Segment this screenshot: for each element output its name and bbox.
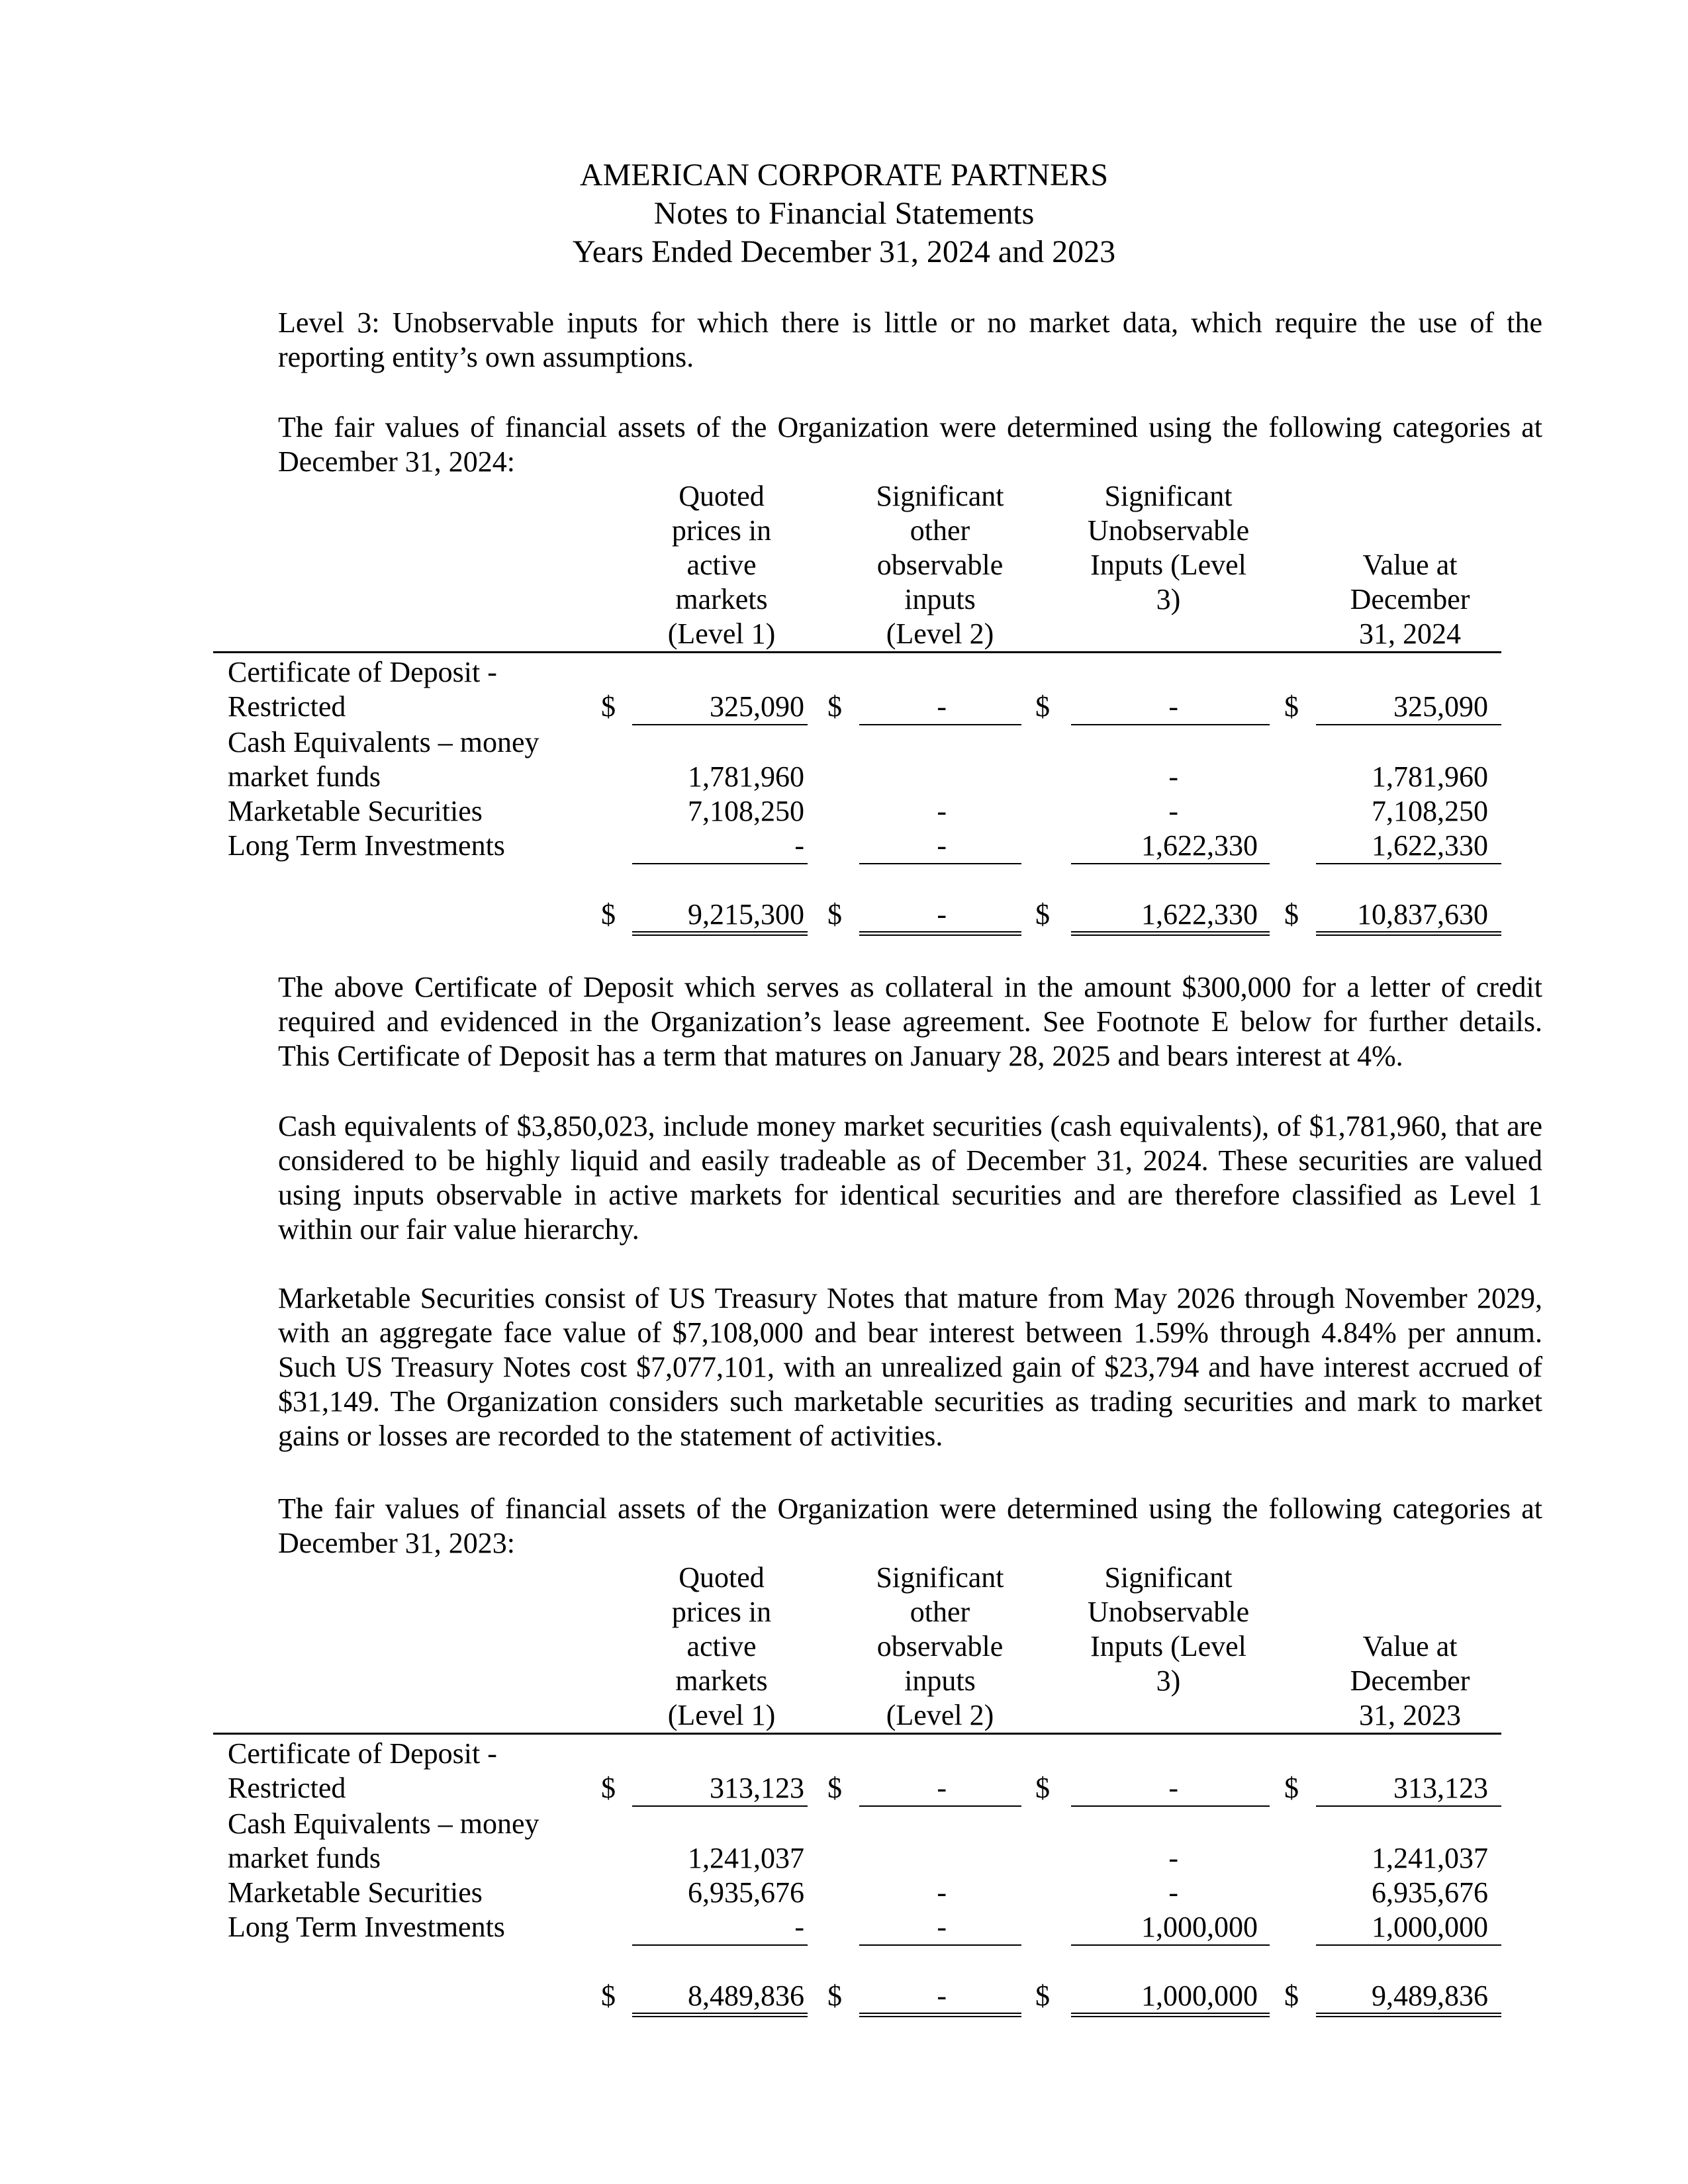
total-level1: 8,489,836 [688, 1979, 804, 2012]
reporting-period: Years Ended December 31, 2024 and 2023 [572, 234, 1116, 269]
row-label: Restricted [228, 690, 346, 723]
header-level3: Significant Unobservable Inputs (Level 3) [1087, 480, 1250, 615]
cell-level3: - [1168, 1876, 1178, 1909]
underline [1071, 1944, 1270, 1946]
underline [632, 724, 808, 725]
currency-symbol: $ [827, 690, 842, 723]
currency-symbol: $ [601, 898, 616, 931]
page-header [0, 156, 1688, 271]
total-level2: - [937, 898, 947, 931]
total-level3: 1,622,330 [1141, 898, 1258, 931]
currency-symbol: $ [1035, 1979, 1050, 2012]
underline [1316, 1944, 1501, 1946]
row-label: Marketable Securities [228, 795, 483, 827]
cell-level1: 313,123 [710, 1772, 804, 1804]
cell-level3: - [1168, 690, 1178, 723]
header-value: Value at December 31, 2024 [1350, 549, 1470, 650]
currency-symbol: $ [1284, 690, 1299, 723]
row-label: Long Term Investments [228, 829, 505, 862]
header-level1: Quoted prices in active markets (Level 1) [667, 1561, 776, 1731]
cell-level2: - [937, 1911, 947, 1943]
level3-definition: Level 3: Unobservable inputs for which there is little or no market data, which require the use of the reporting entity’s own assumptions. [278, 306, 1542, 373]
double-underline [632, 931, 808, 936]
total-level2: - [937, 1979, 947, 2012]
cell-level2: - [937, 795, 947, 827]
cash-equivalents-note: Cash equivalents of $3,850,023, include money market securities (cash equivalents), of $1,781,960, that are considered to be highly liquid and easily tradeable as of December 31, 2024. These securities are valued using inputs observable in active markets for identical securities and are therefore classified as Level 1 within our fair value hierarchy. [278, 1110, 1542, 1246]
cell-level1: 325,090 [710, 690, 804, 723]
double-underline [859, 2013, 1021, 2017]
header-rule [213, 1733, 1501, 1735]
total-value: 10,837,630 [1357, 898, 1488, 931]
currency-symbol: $ [1284, 1772, 1299, 1804]
currency-symbol: $ [1284, 1979, 1299, 2012]
total-value: 9,489,836 [1372, 1979, 1488, 2012]
row-label: Long Term Investments [228, 1911, 505, 1943]
currency-symbol: $ [601, 690, 616, 723]
underline [1071, 724, 1270, 725]
currency-symbol: $ [1284, 898, 1299, 931]
currency-symbol: $ [1035, 898, 1050, 931]
certificate-of-deposit-note: The above Certificate of Deposit which serves as collateral in the amount $300,000 for a letter of credit required and evidenced in the Organization’s lease agreement. See Footnote E below for further details. This Certificate of Deposit has a term that matures on January 28, 2025 and bears interest at 4%. [278, 971, 1542, 1072]
row-label: Restricted [228, 1772, 346, 1804]
cell-value: 1,241,037 [1372, 1842, 1488, 1874]
cell-value: 325,090 [1393, 690, 1488, 723]
cell-level3: 1,000,000 [1141, 1911, 1258, 1943]
underline [1071, 863, 1270, 864]
underline [632, 863, 808, 864]
organization-name: AMERICAN CORPORATE PARTNERS [579, 158, 1109, 193]
row-label: market funds [228, 1842, 381, 1874]
cell-value: 313,123 [1393, 1772, 1488, 1804]
currency-symbol: $ [601, 1772, 616, 1804]
row-label: Cash Equivalents – money [228, 1807, 539, 1840]
cell-level1: 1,781,960 [688, 760, 804, 793]
intro-2024: The fair values of financial assets of the Organization were determined using the following categories at December 31, 2024: [278, 411, 1542, 478]
underline [632, 1805, 808, 1807]
row-label: Cash Equivalents – money [228, 726, 539, 758]
currency-symbol: $ [1035, 1772, 1050, 1804]
cell-level3: - [1168, 1772, 1178, 1804]
row-label: Certificate of Deposit - [228, 656, 497, 688]
total-level1: 9,215,300 [688, 898, 804, 931]
row-label: Certificate of Deposit - [228, 1737, 497, 1770]
header-level2: Significant other observable inputs (Level 2) [876, 1561, 1004, 1731]
double-underline [632, 2013, 808, 2017]
underline [632, 1944, 808, 1946]
currency-symbol: $ [827, 1979, 842, 2012]
header-level1: Quoted prices in active markets (Level 1) [667, 480, 776, 650]
cell-level3: 1,622,330 [1141, 829, 1258, 862]
underline [1316, 863, 1501, 864]
intro-2023: The fair values of financial assets of the Organization were determined using the following categories at December 31, 2023: [278, 1492, 1542, 1559]
underline [859, 863, 1021, 864]
total-level3: 1,000,000 [1141, 1979, 1258, 2012]
header-level3: Significant Unobservable Inputs (Level 3) [1087, 1561, 1250, 1697]
cell-level1: - [794, 829, 804, 862]
cell-value: 1,000,000 [1372, 1911, 1488, 1943]
currency-symbol: $ [601, 1979, 616, 2012]
double-underline [859, 931, 1021, 936]
cell-level3: - [1168, 760, 1178, 793]
cell-level2: - [937, 1876, 947, 1909]
cell-value: 6,935,676 [1372, 1876, 1488, 1909]
currency-symbol: $ [827, 1772, 842, 1804]
header-value: Value at December 31, 2023 [1350, 1630, 1470, 1731]
double-underline [1071, 2013, 1270, 2017]
cell-value: 1,622,330 [1372, 829, 1488, 862]
cell-level2: - [937, 1772, 947, 1804]
double-underline [1316, 2013, 1501, 2017]
cell-level1: 6,935,676 [688, 1876, 804, 1909]
header-level2: Significant other observable inputs (Level 2) [876, 480, 1004, 650]
cell-level1: 1,241,037 [688, 1842, 804, 1874]
underline [1316, 724, 1501, 725]
currency-symbol: $ [827, 898, 842, 931]
cell-level3: - [1168, 1842, 1178, 1874]
cell-value: 1,781,960 [1372, 760, 1488, 793]
underline [859, 1805, 1021, 1807]
underline [1316, 1805, 1501, 1807]
underline [1071, 1805, 1270, 1807]
row-label: market funds [228, 760, 381, 793]
cell-value: 7,108,250 [1372, 795, 1488, 827]
currency-symbol: $ [1035, 690, 1050, 723]
cell-level2: - [937, 829, 947, 862]
double-underline [1316, 931, 1501, 936]
underline [859, 724, 1021, 725]
underline [859, 1944, 1021, 1946]
document-subtitle: Notes to Financial Statements [653, 196, 1035, 231]
cell-level1: 7,108,250 [688, 795, 804, 827]
marketable-securities-note: Marketable Securities consist of US Treasury Notes that mature from May 2026 through November 2029, with an aggregate face value of $7,108,000 and bear interest between 1.59% through 4.84% per annum. Such US Treasury Notes cost $7,077,101, with an unrealized gain of $23,794 and have interest accrued of $31,149. The Organization considers such marketable securities as trading securities and mark to market gains or losses are recorded to the statement of activities. [278, 1282, 1542, 1452]
cell-level1: - [794, 1911, 804, 1943]
cell-level3: - [1168, 795, 1178, 827]
row-label: Marketable Securities [228, 1876, 483, 1909]
cell-level2: - [937, 690, 947, 723]
header-rule [213, 651, 1501, 653]
double-underline [1071, 931, 1270, 936]
